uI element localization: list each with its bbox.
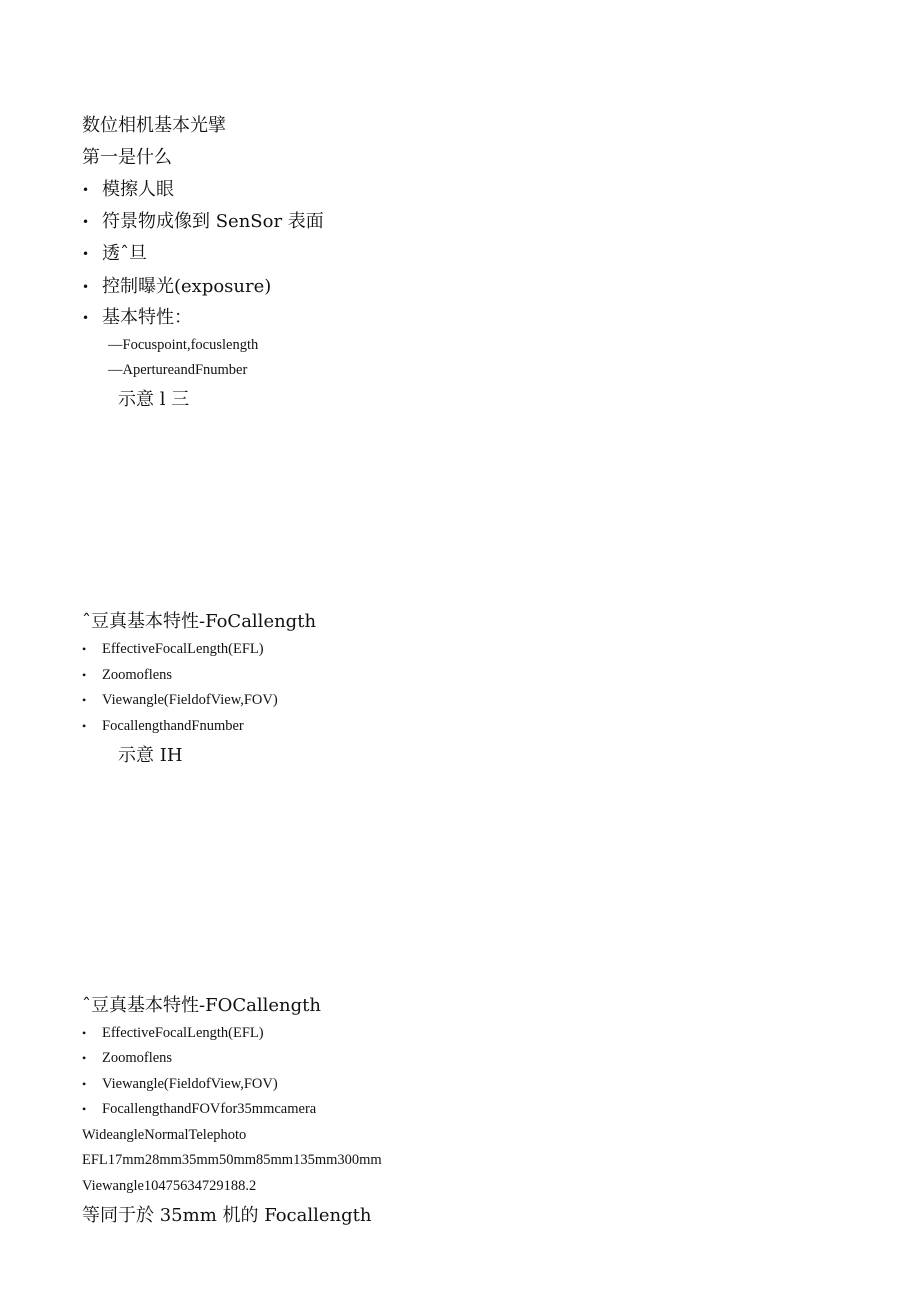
bullet-icon: • <box>82 693 87 708</box>
section3-bullet-2: • Zoomoflens <box>82 1050 173 1066</box>
section1-subitem-2: —ApertureandFnumber <box>108 362 248 378</box>
section1-bullet-1: • 模擦人眼 <box>82 179 174 200</box>
bullet-icon: • <box>82 1077 87 1092</box>
bullet-icon: • <box>82 310 90 325</box>
bullet-icon: • <box>82 1026 87 1041</box>
section1-bullet-2: • 符景物成像到 SenSor 表面 <box>82 211 324 232</box>
section1-bullet-4: • 控制曝光(exposure) <box>82 276 272 297</box>
section3-title: ˆ豆真基本特性-FOCallength <box>82 995 321 1016</box>
section1-bullet-3: • 透ˆ旦 <box>82 243 147 264</box>
section1-bullet-5: • 基本特性： <box>82 307 192 328</box>
section3-table-line-1: WideangleNormalTelephoto <box>82 1127 247 1143</box>
bullet-icon: • <box>82 279 90 294</box>
section1-subitem-1: —Focuspoint,focuslength <box>108 337 259 353</box>
section3-bullet-4: • FocallengthandFOVfor35mmcamera <box>82 1101 317 1117</box>
section3-bullet-1: • EffectiveFocalLength(EFL) <box>82 1025 264 1041</box>
section1-title: 数位相机基本光擘 <box>82 115 226 136</box>
bullet-icon: • <box>82 719 87 734</box>
bullet-icon: • <box>82 246 90 261</box>
bullet-icon: • <box>82 214 90 229</box>
section2-title: ˆ豆真基本特性-FoCallength <box>82 611 317 632</box>
section3-table-line-2: EFL17mm28mm35mm50mm85mm135mm300mm <box>82 1152 382 1168</box>
section3-bullet-3: • Viewangle(FieldofView,FOV) <box>82 1076 278 1092</box>
section2-bullet-1: • EffectiveFocalLength(EFL) <box>82 641 264 657</box>
bullet-icon: • <box>82 668 87 683</box>
section1-caption: 示意 l 三 <box>118 389 190 410</box>
section2-bullet-3: • Viewangle(FieldofView,FOV) <box>82 692 278 708</box>
bullet-icon: • <box>82 182 90 197</box>
bullet-icon: • <box>82 1051 87 1066</box>
section3-footer: 等同于於 35mm 机的 Focallength <box>82 1205 372 1226</box>
section3-table-line-3: Viewangle10475634729188.2 <box>82 1178 257 1194</box>
section1-subtitle: 第一是什么 <box>82 147 172 168</box>
section2-bullet-4: • FocallengthandFnumber <box>82 718 244 734</box>
bullet-icon: • <box>82 1102 87 1117</box>
bullet-icon: • <box>82 642 87 657</box>
section2-caption: 示意 IH <box>118 745 183 766</box>
section2-bullet-2: • Zoomoflens <box>82 667 173 683</box>
